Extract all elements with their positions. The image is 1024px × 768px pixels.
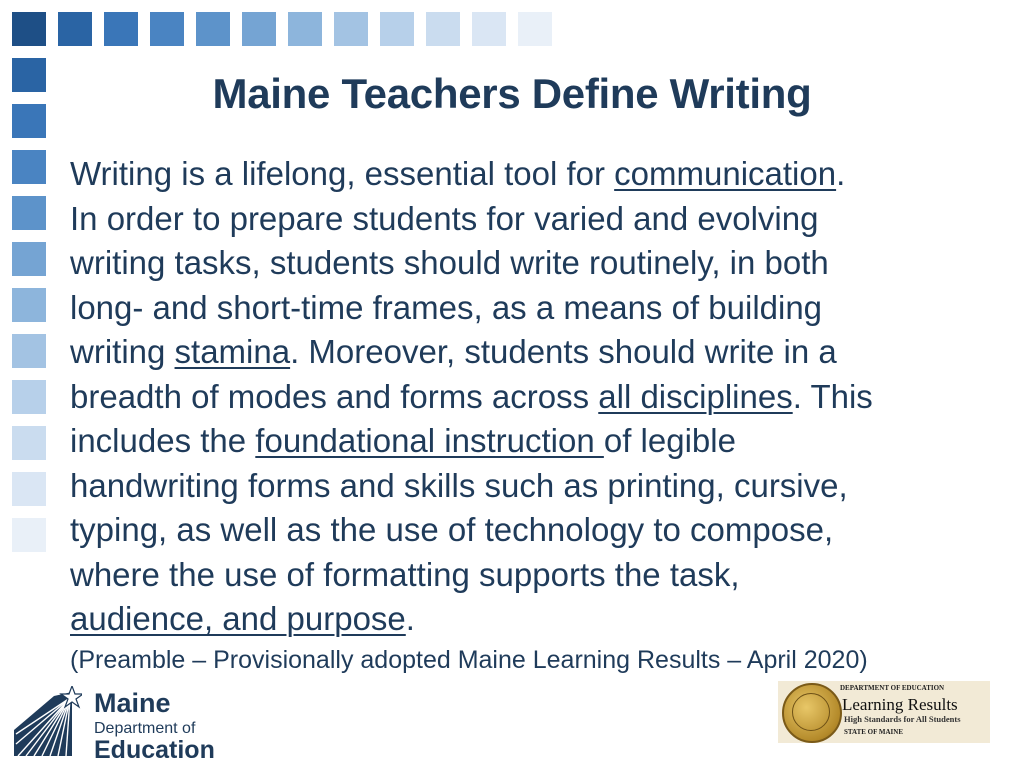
square (12, 472, 46, 506)
seal-inner (792, 693, 830, 731)
logo-department-of: Department of (94, 720, 196, 737)
underlined-term: stamina (174, 333, 291, 370)
square (12, 426, 46, 460)
text-line: breadth of modes and forms across all disciplines. This (70, 377, 873, 415)
badge-title: Learning Results (842, 695, 958, 714)
underlined-term: audience, and purpose (70, 600, 406, 637)
square (12, 196, 46, 230)
text-line: In order to prepare students for varied and evolving (70, 199, 819, 237)
square (58, 12, 92, 46)
text-line: where the use of formatting supports the task, (70, 555, 740, 593)
square (380, 12, 414, 46)
square (12, 242, 46, 276)
square (12, 518, 46, 552)
square (12, 150, 46, 184)
body-paragraph (70, 152, 995, 642)
text-line: Writing is a lifelong, essential tool for communication. (70, 155, 846, 192)
text-line: writing tasks, students should write routinely, in both (70, 244, 829, 281)
square (518, 12, 552, 46)
logo-education: Education (94, 736, 215, 764)
square (150, 12, 184, 46)
square (426, 12, 460, 46)
logo-maine: Maine (94, 688, 171, 718)
square (12, 12, 46, 46)
text-line: handwriting forms and skills such as printing, cursive, (70, 466, 848, 504)
square (288, 12, 322, 46)
badge-bottom-text: STATE OF MAINE (844, 728, 903, 736)
text-line: audience, and purpose. (70, 600, 415, 637)
logo-star-rays-icon (10, 686, 82, 758)
text-line: typing, as well as the use of technology to compose, (70, 511, 834, 548)
square (12, 334, 46, 368)
square (12, 380, 46, 414)
maine-doe-logo (10, 684, 220, 764)
underlined-term: foundational instruction (255, 422, 604, 459)
square (242, 12, 276, 46)
slide-title: Maine Teachers Define Writing (212, 70, 812, 117)
badge-subtitle: High Standards for All Students (844, 714, 961, 724)
square (12, 288, 46, 322)
badge-top-text: DEPARTMENT OF EDUCATION (840, 684, 945, 692)
learning-results-badge (778, 681, 990, 743)
text-line: includes the foundational instruction of legible (70, 422, 736, 459)
text-line: writing stamina. Moreover, students should write in a (70, 333, 837, 370)
text-line: long- and short-time frames, as a means of building (70, 288, 823, 326)
square (104, 12, 138, 46)
underlined-term: communication (614, 155, 837, 192)
square (472, 12, 506, 46)
underlined-term: all disciplines (598, 377, 793, 415)
citation: (Preamble – Provisionally adopted Maine Learning Results – April 2020) (70, 646, 868, 674)
square (196, 12, 230, 46)
square (334, 12, 368, 46)
